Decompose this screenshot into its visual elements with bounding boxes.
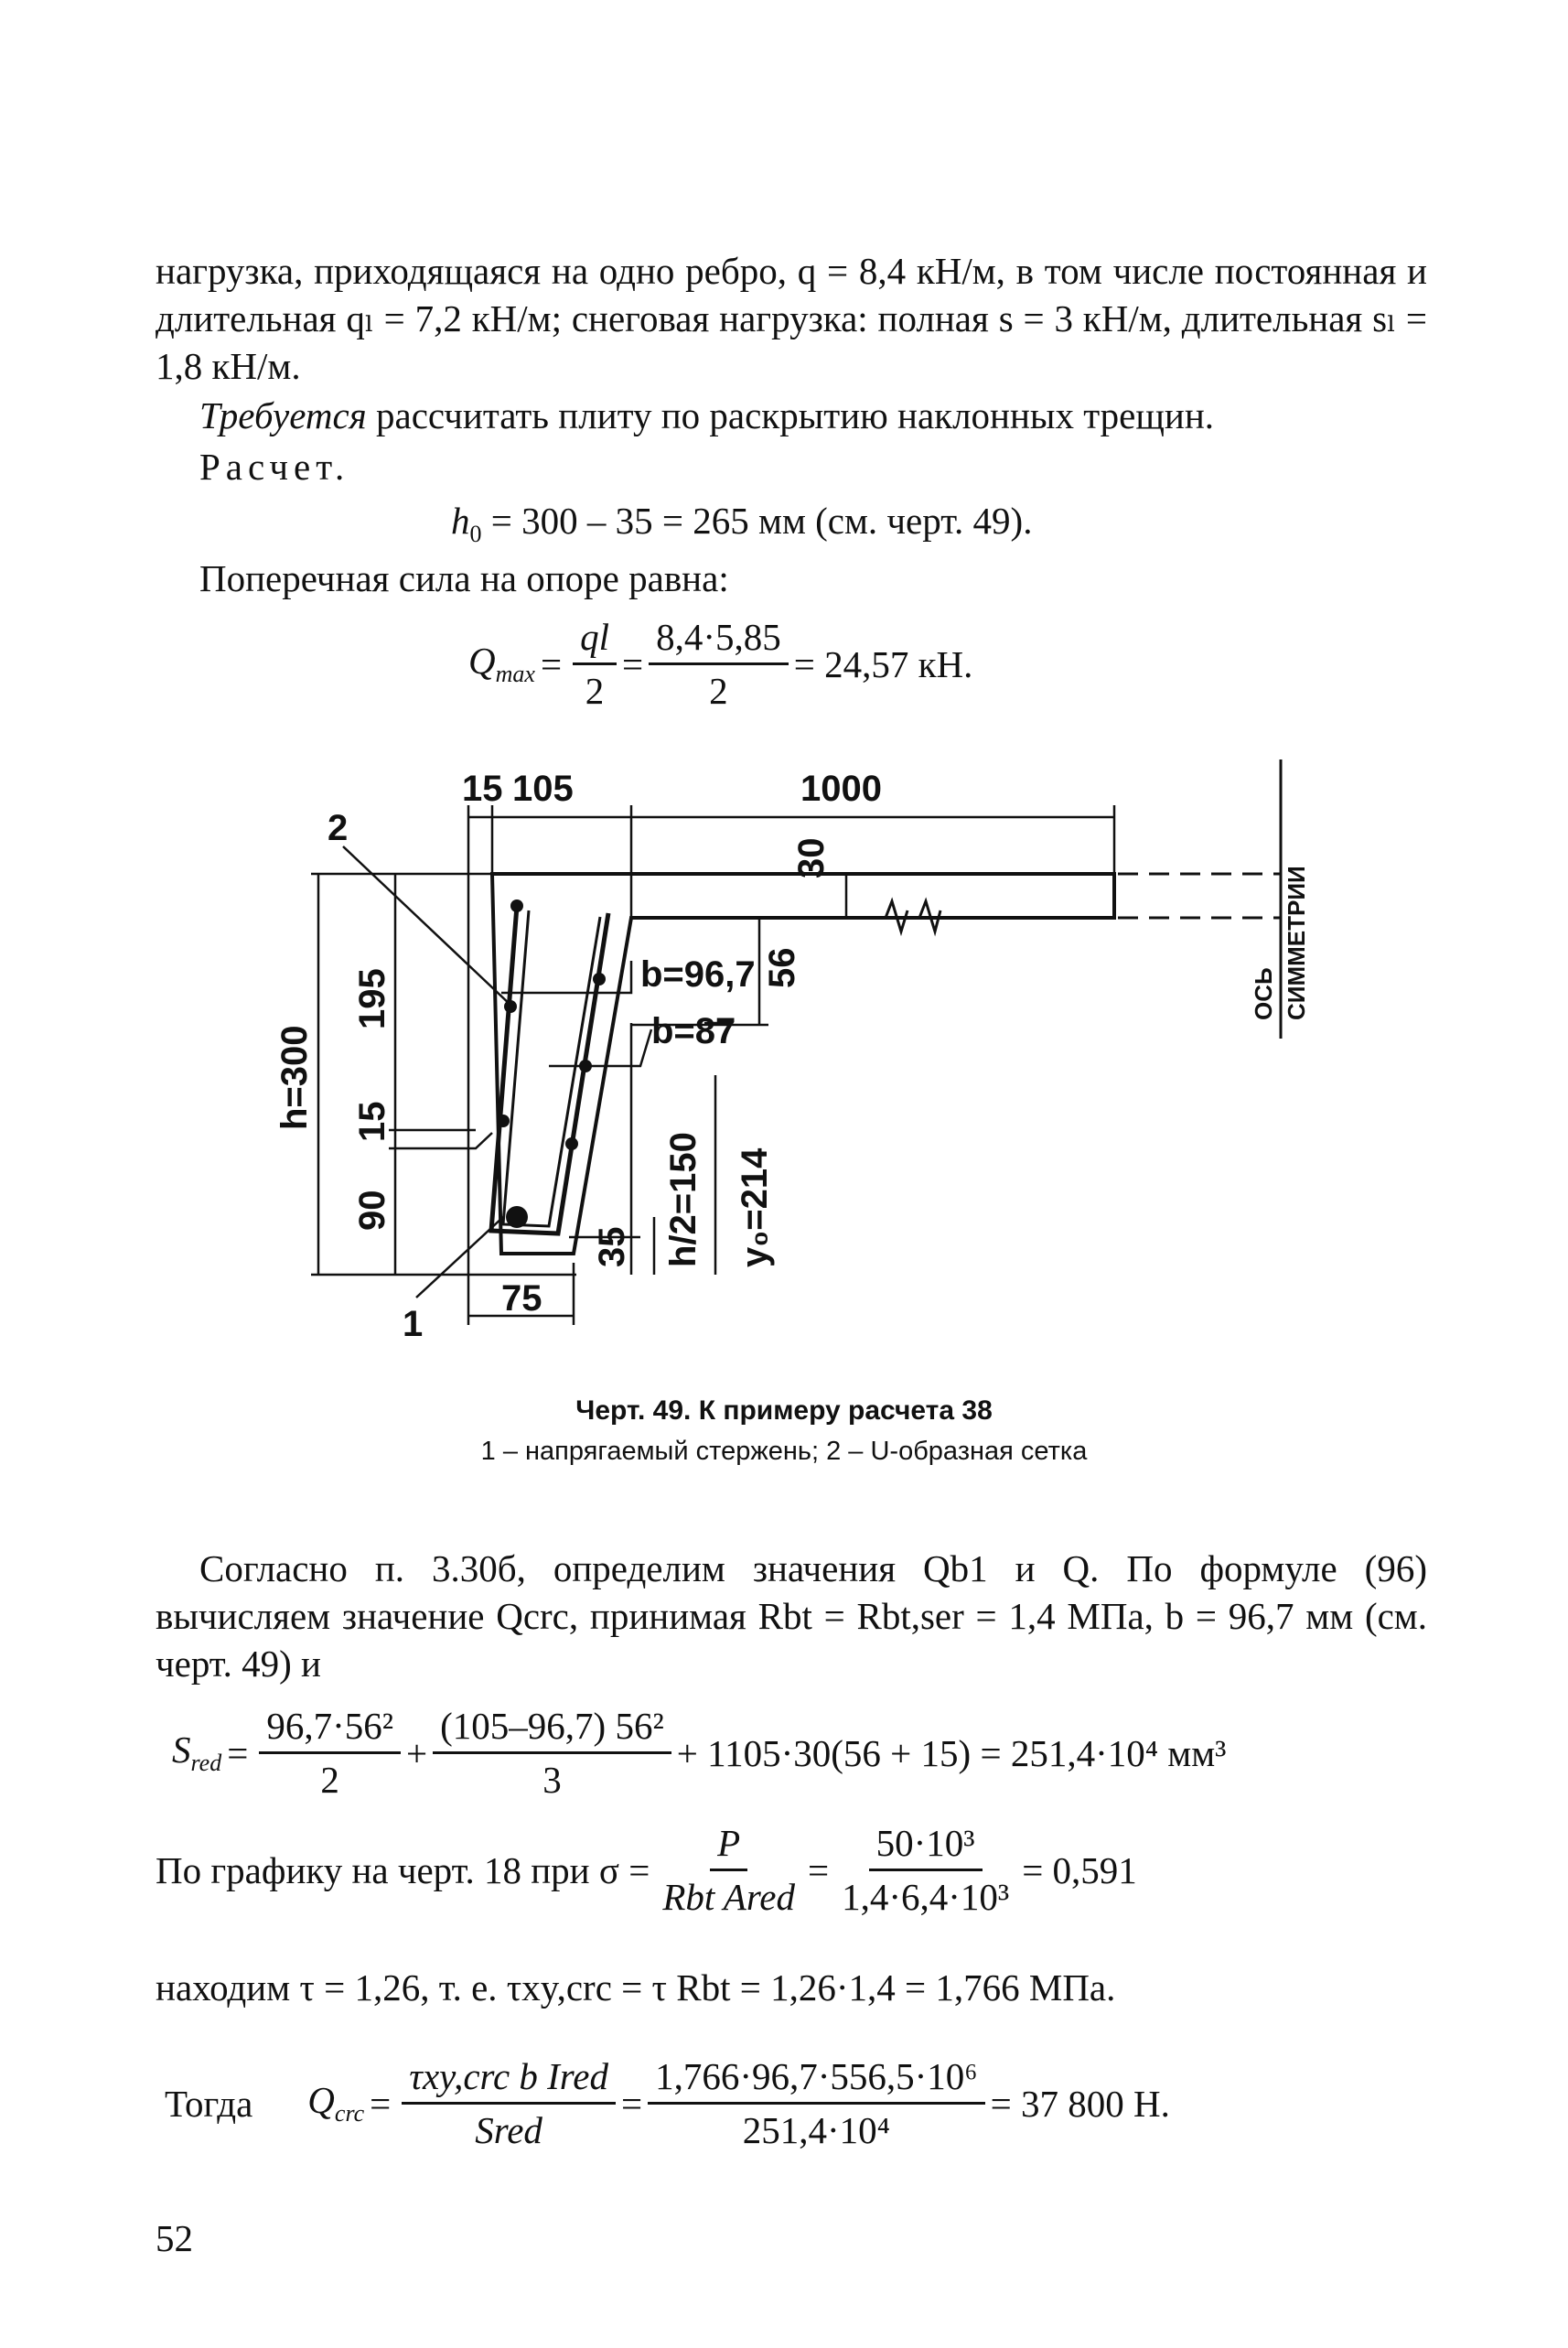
qmax-den1: 2 [585, 670, 605, 712]
h0-rhs: = 300 – 35 = 265 мм (см. черт. 49). [490, 500, 1033, 542]
qmax-den2: 2 [709, 670, 728, 712]
calc-heading-text: Расчет. [199, 446, 350, 488]
dim-30: 30 [791, 837, 832, 878]
qcrc-symbol: Q [307, 2079, 335, 2122]
dim-195: 195 [352, 968, 392, 1029]
shear-force-intro-text: Поперечная сила на опоре равна: [199, 557, 729, 599]
sred-num1: 96,7·56² [259, 1704, 401, 1754]
sigma-num2: 50·10³ [869, 1821, 983, 1871]
sred-fraction-1 [259, 1704, 401, 1802]
axis-label-symmetry: СИММЕТРИИ [1283, 866, 1310, 1020]
sred-den2: 3 [542, 1759, 562, 1801]
dim-15-vertical: 15 [352, 1101, 392, 1142]
sigma-result: = 0,591 [1022, 1848, 1137, 1891]
qcrc-result: = 37 800 Н. [990, 2082, 1170, 2125]
tau-line [156, 1966, 1115, 2009]
sigma-den2: 1,4·6,4·10³ [842, 1876, 1010, 1918]
dim-b-87: b=87 [651, 1011, 736, 1051]
sigma-num1: P [717, 1822, 741, 1864]
formula-qmax: $Q_{max}$ = $\frac{ql}{2}$ = $\frac{8,4\cdot 5,85}{2}$ = 24,57 кН. [468, 616, 973, 712]
dim-75: 75 [501, 1278, 542, 1319]
dim-b-96-7: b=96,7 [640, 954, 756, 995]
qcrc-den2: 251,4·10⁴ [742, 2109, 890, 2151]
axis-label-os: ОСЬ [1250, 967, 1277, 1020]
qmax-symbol: Q [468, 640, 496, 683]
dim-1000: 1000 [800, 769, 882, 809]
sigma-fraction-2 [834, 1821, 1016, 1919]
label-2: 2 [328, 808, 349, 848]
label-1: 1 [403, 1304, 424, 1344]
sigma-den1: Rbt Ared [662, 1876, 795, 1918]
sigma-intro: По графику на черт. 18 при σ = [156, 1848, 650, 1891]
qmax-subscript: max [495, 661, 535, 688]
dim-105: 105 [512, 769, 574, 809]
qmax-result: = 24,57 кН. [793, 642, 973, 685]
h0-symbol: h [451, 500, 470, 542]
page-number-text: 52 [156, 2217, 193, 2259]
qmax-num2: 8,4·5,85 [649, 615, 789, 665]
dim-h-half: h/2=150 [663, 1132, 703, 1267]
u-mesh [491, 906, 608, 1233]
paragraph-qcrc [156, 1545, 1427, 1687]
sred-fraction-2 [433, 1704, 671, 1802]
sigma-fraction-1 [655, 1821, 802, 1919]
h0-subscript: 0 [469, 521, 482, 548]
task-text: рассчитать плиту по раскрытию наклонных трещин. [376, 394, 1215, 436]
caption-legend-text: 1 – напрягаемый стержень; 2 – U-образная сетка [480, 1437, 1088, 1466]
formula-sred: $S_{red}$ = $\frac{\text{96,7·56²}}{2}$ + $\frac{\text{(105–96,7) 56²}}{3}$ + 1105·30(56 + 15) = 251,4·10⁴ мм³ [172, 1705, 1227, 1801]
qcrc-subscript: crc [334, 2100, 365, 2127]
dim-15: 15 [462, 769, 503, 809]
dashed-continuation [1118, 874, 1281, 918]
qcrc-fraction-1 [402, 2054, 616, 2152]
figure-caption-legend [0, 1437, 1568, 1467]
dim-90: 90 [352, 1190, 392, 1231]
qcrc-den1: Sred [475, 2109, 542, 2151]
qcrc-num1: τxy,crc b Ired [409, 2055, 608, 2097]
sred-symbol: S [172, 1729, 191, 1772]
task-keyword: Требуется [199, 394, 367, 436]
figure-caption-title [0, 1395, 1568, 1427]
sred-subscript: red [190, 1750, 222, 1777]
paragraph-qcrc-text: Согласно п. 3.30б, определим значения Qb1 и Q. По формуле (96) вычисляем значение Qcrc, принимая Rbt = Rbt,ser = 1,4 МПа, b = 96,7 мм (см. черт. 49) и [156, 1547, 1427, 1685]
dim-35: 35 [592, 1226, 632, 1267]
formula-sigma: По графику на черт. 18 при σ = $\frac{P}{\text{Rbt Ared}}$ = $\frac{\text{50·10³}}{\text{1,4·6,4·10³}}$ = 0,591 [156, 1822, 1137, 1918]
tau-line-text: находим τ = 1,26, т. е. τxy,crc = τ Rbt = 1,26·1,4 = 1,766 МПа. [156, 1966, 1116, 2009]
sred-num2: (105–96,7) 56² [433, 1704, 671, 1754]
dim-56: 56 [762, 947, 802, 988]
dim-h300: h=300 [274, 1025, 315, 1130]
sred-den1: 2 [320, 1759, 339, 1801]
sred-rest: + 1105·30(56 + 15) = 251,4·10⁴ мм³ [676, 1731, 1227, 1774]
qmax-num1: ql [580, 616, 609, 658]
qcrc-num2: 1,766·96,7·556,5·10⁶ [648, 2054, 985, 2105]
paragraph-load-text: нагрузка, приходящаяся на одно ребро, q = 8,4 кН/м, в том числе постоянная и длительная qₗ = 7,2 кН/м; снеговая нагрузка: полная s = 3 кН/м, длительная sₗ = 1,8 кН/м. [156, 250, 1427, 387]
caption-title-text: Черт. 49. К примеру расчета 38 [575, 1395, 993, 1426]
dim-y0: y₀=214 [735, 1147, 775, 1267]
then-word: Тогда [165, 2082, 253, 2125]
formula-qcrc: Тогда $Q_{crc}$ = $\frac{\text{τxy,crc b Ired}}{\text{Sred}}$ = $\frac{\text{1,766·96,7·556,5·10⁶}}{\text{251,4·10⁴}}$ = 37 800 Н. [165, 2055, 1170, 2151]
page-number [156, 2216, 193, 2260]
qcrc-fraction-2 [648, 2054, 985, 2152]
